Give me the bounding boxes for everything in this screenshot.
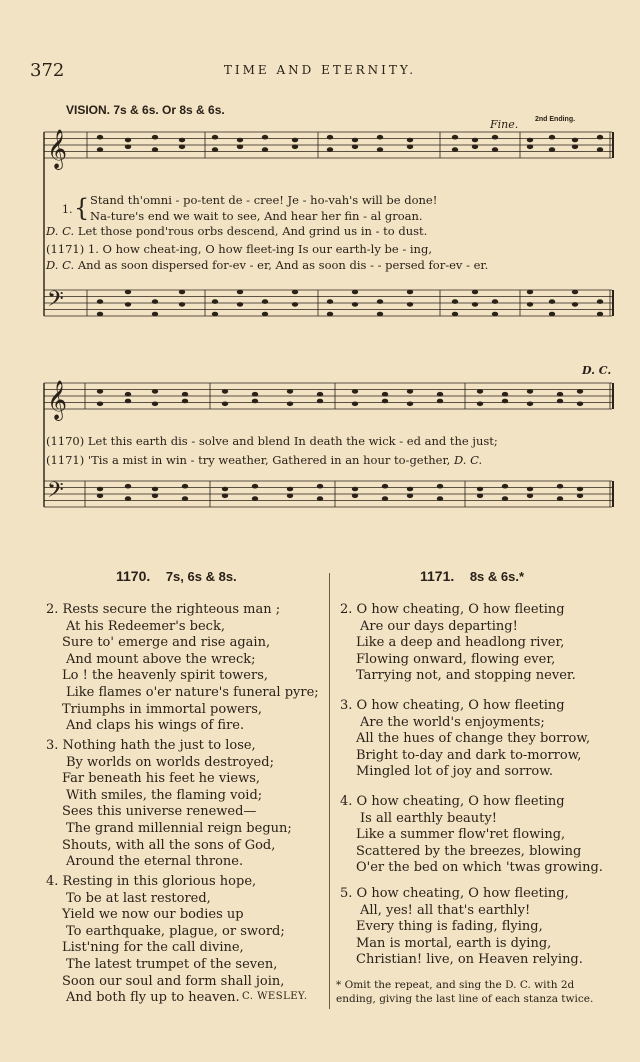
note-head: [125, 392, 131, 397]
note-head: [327, 312, 333, 317]
bass-clef: 𝄢: [47, 287, 64, 317]
note-head: [377, 147, 383, 152]
column-divider: [329, 573, 330, 1009]
note-head: [237, 138, 243, 143]
note-head: [572, 302, 578, 307]
hymn-1170-stanza-2: 2. Rests secure the righteous man ; At his Redeemer's beck, Sure to' emerge and rise again, And mount above the wreck; Lo ! the heavenly spirit towers, Like flames o'er nature's funeral pyre; Triumphs in immortal powers, And claps his wings of fire.: [46, 602, 319, 734]
note-head: [382, 392, 388, 397]
lyric-line: D. C. Let those pond'rous orbs descend, And grind us in - to dust.: [46, 224, 428, 238]
note-head: [292, 302, 298, 307]
note-head: [182, 484, 188, 489]
note-head: [407, 487, 413, 492]
note-head: [492, 147, 498, 152]
note-head: [502, 484, 508, 489]
note-head: [597, 299, 603, 304]
note-head: [382, 399, 388, 404]
note-head: [125, 302, 131, 307]
note-head: [292, 138, 298, 143]
note-head: [222, 389, 228, 394]
note-head: [152, 402, 158, 407]
note-head: [179, 145, 185, 150]
lyric-line: D. C. And as soon dispersed for-ev - er, And as soon dis - - persed for-ev - er.: [46, 258, 489, 272]
note-head: [97, 299, 103, 304]
note-head: [492, 135, 498, 140]
hymn-1170-stanza-4: 4. Resting in this glorious hope, To be at last restored, Yield we now our bodies up To earthquake, plague, or sword; List'ning for the call divine, The latest trumpet of the seven, Soon our soul and form shall join, And both fly up to heaven.: [46, 874, 285, 1006]
note-head: [557, 484, 563, 489]
note-head: [407, 138, 413, 143]
note-head: [377, 135, 383, 140]
note-head: [327, 299, 333, 304]
note-head: [317, 392, 323, 397]
note-head: [377, 312, 383, 317]
verse-brace: {: [74, 194, 90, 222]
note-head: [472, 290, 478, 295]
note-head: [492, 312, 498, 317]
note-head: [317, 484, 323, 489]
note-head: [452, 312, 458, 317]
note-head: [597, 147, 603, 152]
note-head: [437, 484, 443, 489]
verse-number: 1.: [62, 203, 73, 216]
note-head: [97, 494, 103, 499]
note-head: [557, 399, 563, 404]
note-head: [352, 290, 358, 295]
hymn-1170-heading: 1170. 7s, 6s & 8s.: [116, 568, 237, 584]
note-head: [352, 494, 358, 499]
note-head: [125, 290, 131, 295]
lyric-line: Stand th'omni - po-tent de - cree! Je - ho-vah's will be done!: [90, 193, 438, 207]
note-head: [472, 302, 478, 307]
note-head: [572, 138, 578, 143]
note-head: [287, 402, 293, 407]
note-head: [125, 399, 131, 404]
note-head: [292, 290, 298, 295]
note-head: [527, 494, 533, 499]
note-head: [292, 145, 298, 150]
note-head: [125, 138, 131, 143]
lyric-line: (1170) Let this earth dis - solve and blend In death the wick - ed and the just;: [46, 434, 498, 448]
footnote: * Omit the repeat, and sing the D. C. with 2d ending, giving the last line of each stanza twice.: [336, 979, 594, 1005]
note-head: [557, 392, 563, 397]
note-head: [452, 299, 458, 304]
note-head: [182, 392, 188, 397]
hymn-1171-heading: 1171. 8s & 6s.*: [420, 568, 525, 584]
note-head: [407, 389, 413, 394]
hymn-1171-stanza-2: 2. O how cheating, O how fleeting Are our days departing! Like a deep and headlong river, Flowing onward, flowing ever, Tarrying not, and stopping never.: [340, 602, 576, 684]
note-head: [577, 402, 583, 407]
second-ending-mark: 2nd Ending.: [535, 116, 576, 123]
note-head: [212, 135, 218, 140]
note-head: [179, 302, 185, 307]
note-head: [502, 496, 508, 501]
dc-mark: D. C.: [582, 364, 612, 377]
note-head: [97, 147, 103, 152]
note-head: [237, 290, 243, 295]
note-head: [437, 496, 443, 501]
note-head: [577, 389, 583, 394]
note-head: [262, 312, 268, 317]
running-title: TIME AND ETERNITY.: [223, 63, 417, 77]
note-head: [152, 494, 158, 499]
note-head: [327, 135, 333, 140]
note-head: [222, 494, 228, 499]
hymn-1171-stanza-5: 5. O how cheating, O how fleeting, All, yes! all that's earthly! Every thing is fading, flying, Man is mortal, earth is dying, Christian! live, on Heaven relying.: [340, 886, 583, 968]
note-head: [407, 290, 413, 295]
note-head: [527, 290, 533, 295]
note-head: [222, 487, 228, 492]
note-head: [549, 147, 555, 152]
note-head: [287, 487, 293, 492]
note-head: [477, 389, 483, 394]
note-head: [577, 487, 583, 492]
note-head: [97, 312, 103, 317]
note-head: [179, 290, 185, 295]
note-head: [407, 302, 413, 307]
note-head: [597, 312, 603, 317]
note-head: [182, 496, 188, 501]
note-head: [477, 402, 483, 407]
note-head: [382, 496, 388, 501]
note-head: [527, 138, 533, 143]
note-head: [252, 399, 258, 404]
note-head: [492, 299, 498, 304]
note-head: [527, 389, 533, 394]
note-head: [452, 135, 458, 140]
note-head: [352, 145, 358, 150]
note-head: [252, 392, 258, 397]
note-head: [179, 138, 185, 143]
note-head: [317, 399, 323, 404]
note-head: [262, 299, 268, 304]
note-head: [287, 494, 293, 499]
note-head: [472, 138, 478, 143]
lyric-line: (1171) 'Tis a mist in win - try weather, Gathered in an hour to-gether, D. C.: [46, 453, 483, 467]
hymn-1170-stanza-3: 3. Nothing hath the just to lose, By worlds on worlds destroyed; Far beneath his feet he views, With smiles, the flaming void; Sees this universe renewed— The grand millennial reign begun; Shouts, with all the sons of God, Around the eternal throne.: [46, 738, 292, 870]
lyric-line: (1171) 1. O how cheat-ing, O how fleet-ing Is our earth-ly be - ing,: [46, 242, 432, 256]
note-head: [152, 147, 158, 152]
hymn-1171-stanza-4: 4. O how cheating, O how fleeting Is all earthly beauty! Like a summer flow'ret flowing, Scattered by the breezes, blowing O'er the bed on which 'twas growing.: [340, 794, 603, 876]
note-head: [477, 487, 483, 492]
note-head: [527, 302, 533, 307]
note-head: [527, 402, 533, 407]
note-head: [152, 389, 158, 394]
note-head: [237, 145, 243, 150]
note-head: [252, 496, 258, 501]
note-head: [577, 494, 583, 499]
note-head: [125, 496, 131, 501]
note-head: [477, 494, 483, 499]
bass-clef: 𝄢: [47, 478, 64, 508]
note-head: [262, 135, 268, 140]
note-head: [125, 484, 131, 489]
hymn-1171-stanza-3: 3. O how cheating, O how fleeting Are the world's enjoyments; All the hues of change they borrow, Bright to-day and dark to-morrow, Mingled lot of joy and sorrow.: [340, 698, 591, 780]
note-head: [237, 302, 243, 307]
note-head: [527, 487, 533, 492]
note-head: [437, 392, 443, 397]
note-head: [407, 494, 413, 499]
note-head: [97, 389, 103, 394]
note-head: [382, 484, 388, 489]
note-head: [152, 487, 158, 492]
author-credit: C. WESLEY.: [242, 991, 308, 1002]
note-head: [212, 147, 218, 152]
note-head: [317, 496, 323, 501]
note-head: [502, 399, 508, 404]
treble-clef: 𝄞: [47, 129, 68, 169]
note-head: [262, 147, 268, 152]
note-head: [549, 299, 555, 304]
treble-clef: 𝄞: [47, 380, 68, 420]
note-head: [572, 290, 578, 295]
note-head: [557, 496, 563, 501]
note-head: [352, 389, 358, 394]
note-head: [502, 392, 508, 397]
note-head: [222, 402, 228, 407]
note-head: [287, 389, 293, 394]
lyric-line: Na-ture's end we wait to see, And hear her fin - al groan.: [90, 209, 423, 223]
note-head: [152, 299, 158, 304]
note-head: [212, 312, 218, 317]
note-head: [407, 402, 413, 407]
note-head: [125, 145, 131, 150]
note-head: [152, 312, 158, 317]
note-head: [452, 147, 458, 152]
note-head: [352, 402, 358, 407]
fine-mark: Fine.: [490, 118, 519, 131]
note-head: [252, 484, 258, 489]
note-head: [572, 145, 578, 150]
note-head: [549, 135, 555, 140]
page-number: 372: [30, 60, 65, 81]
note-head: [377, 299, 383, 304]
note-head: [352, 138, 358, 143]
note-head: [472, 145, 478, 150]
note-head: [182, 399, 188, 404]
note-head: [437, 399, 443, 404]
note-head: [549, 312, 555, 317]
note-head: [327, 147, 333, 152]
note-head: [97, 402, 103, 407]
note-head: [152, 135, 158, 140]
note-head: [97, 487, 103, 492]
note-head: [597, 135, 603, 140]
note-head: [352, 302, 358, 307]
note-head: [527, 145, 533, 150]
note-head: [352, 487, 358, 492]
tune-name: VISION. 7s & 6s. Or 8s & 6s.: [66, 103, 225, 117]
note-head: [212, 299, 218, 304]
note-head: [97, 135, 103, 140]
note-head: [407, 145, 413, 150]
